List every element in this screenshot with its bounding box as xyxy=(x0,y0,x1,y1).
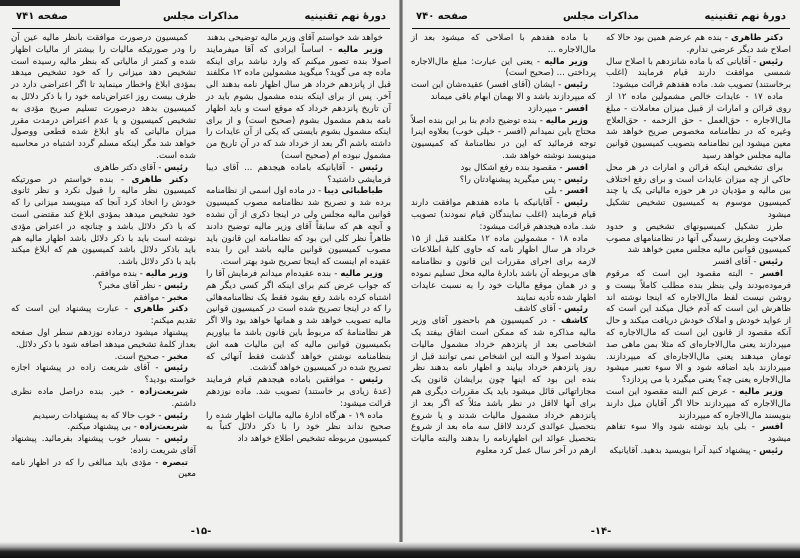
paragraph-text: - خوب حالا که به پیشنهادات رسیدیم xyxy=(32,410,162,421)
paragraph-text: - آقای کاشف xyxy=(514,304,562,315)
paragraph-text: - بسیار خوب پیشنهاد بفرمائید. پیشنهاد آقای شریعت زاده: xyxy=(11,434,196,456)
speaker-name: رئیس xyxy=(164,363,189,374)
paragraph-text: - بنده موافقم. xyxy=(92,268,143,279)
paragraph-text: با ماده هفدهم با اصلاحی که میشود بعد از مال‌الاجاره ... xyxy=(411,33,596,55)
speaker-name: افسر xyxy=(565,186,588,197)
speaker-paragraph xyxy=(206,163,391,187)
paragraph-text: - پیشنهاد کنید آنرا بنویسید بدهید. آقایانیکه xyxy=(609,445,757,456)
text-paragraph xyxy=(206,411,391,446)
speaker-name: مخبر xyxy=(167,292,188,303)
speaker-paragraph xyxy=(11,458,196,482)
text-paragraph xyxy=(11,328,196,352)
speaker-name: رئیس xyxy=(759,445,783,456)
paragraph-text: - میپردازد xyxy=(528,103,563,114)
paragraph-text: برای تشخیص اینکه قرائن و امارات در هر محل حاکی از چه میزان عایدات است و برای رفع اختلاف بین مالیه و مؤدیان در هر حوزه مالیاتی یک یا چند کمیسیون موسوم به کمیسیون تشخیص تشکیل میشود xyxy=(606,162,791,220)
speaker-paragraph xyxy=(411,163,596,175)
page-number: صفحه ۷۴۱ xyxy=(16,11,68,22)
paragraph-text: - عرض کنم البته مقصود این است مال‌الاجاره که میپردازند حالا اگر آقایان میل دارند بنویسند مال‌الاجاره که میپردازند xyxy=(606,386,791,421)
paragraph-text: ماده ۱۸ - مشمولین ماده ۱۲ مکلفند قبل از ۱۵ خرداد هر سال اظهار نامه که حاوی کلیهٔ اطلاعات لازمه برای اجرای مقررات این قانون و نظامنامه های مربوطه آن باشد بادارهٔ مالیه محل تسلیم نموده و در همان موقع مالیات خود را به نسبت عایدات اظهار شده تأدیه نمایند xyxy=(411,233,596,303)
paragraph-text: - در کمیسیون هم باحضور آقای وزیر مالیه مذاکره شد که ممکن است اتفاق بیفتد یک اشخاصی بعد از پانزدهم خرداد مشمول مالیات بشوند اصولا و البته این اشخاص نمی توانند قبل از روز پانزدهم خرداد بیایند و اظهار نامه بدهند نظر بنده این بود که اینها چون برایشان قانون یک مجازاتهائی قائل میشود باید یک مقررات دیگری هم برای آنها لااقل در نظر باشد مثلاً که اگر بعد از پانزدهم خرداد مشمول مالیات شدند و یا شروع بتحصیل عوائدی کردند لااقل سه ماه بعد از شروع بتحصیل عوائد این اظهارنامه را بدهند والبته مالیات ارهم در آخر سال عمل کرد معلوم xyxy=(411,316,596,456)
paragraph-text: پیشنهاد میشود درماده نوزدهم سطر اول صفحه بعداز کلمهٔ تشخیص میدهد اضافه شود با ذکر دلائل. xyxy=(11,327,196,350)
paragraph-text: - آقای دکتر طاهری xyxy=(93,162,162,173)
speaker-paragraph xyxy=(411,104,596,116)
speaker-paragraph xyxy=(411,198,596,233)
text-paragraph xyxy=(11,33,196,163)
paragraph-text: - مقصود بنده رفع اشکال بود xyxy=(460,162,563,173)
speaker-paragraph xyxy=(11,434,196,458)
text-paragraph xyxy=(606,92,791,163)
text-column-left xyxy=(411,33,596,458)
speaker-paragraph xyxy=(606,257,791,269)
running-title: مذاکرات مجلس xyxy=(162,11,240,22)
speaker-paragraph xyxy=(411,316,596,458)
text-paragraph xyxy=(606,163,791,222)
speaker-paragraph xyxy=(11,175,196,269)
speaker-name: رئیس xyxy=(359,375,384,386)
speaker-name: رئیس xyxy=(759,257,783,268)
speaker-name: دکتر طاهری xyxy=(730,33,783,43)
page-number: صفحه ۷۴۰ xyxy=(416,11,468,22)
text-paragraph xyxy=(411,234,596,305)
speaker-name: کاشف xyxy=(561,316,588,327)
paragraph-text: - آقای شریعت زاده در پیشنهاد اجازه خواسته بودید؟ xyxy=(11,363,196,386)
paragraph-text: - یعنی این عبارت: مبلغ مال‌الاجاره پرداختی ... (صحیح است) xyxy=(411,56,596,79)
paragraph-text: ماده ۱۹ - هرگاه ادارهٔ مالیه مالیات اظهار شده را صحیح نداند نظر خود را با ذکر دلائل کتباً به کمیسیون مربوطه تشخیص اطلاع خواهد داد xyxy=(206,410,391,445)
speaker-paragraph xyxy=(411,57,596,81)
paragraph-text: - البته مقصود این است که مرقوم فرموده‌بودند ولی بنظر بنده مطلب کاملاً بیست و روشن نیست لفظ مال‌الاجاره که اینجا نوشته اند ظاهرش این است که آدم خیال میکند این است که از عواید خودش و املاک خودش دریافت میکند و حال آنکه مقصود از قانون این است که مال‌الاجاره که میپردازند یعنی مال‌الاجاره‌ای که مثلا بمن ماهی صد تومان میدهند یعنی مال‌الاجاره‌ای که میپردازند. میپردازند باید اضافه شود و الا سوء تعبیر میشود مال‌الاجاره یعنی چه؟ یعنی میگیرد یا می پردازد؟ xyxy=(606,268,791,386)
speaker-name: رئیس xyxy=(164,434,188,445)
speaker-paragraph xyxy=(606,269,791,387)
speaker-name: دکتر طاهری xyxy=(131,174,188,185)
speaker-paragraph xyxy=(11,304,196,328)
speaker-name: افسر xyxy=(565,162,588,173)
paragraph-text: - بی پیشنهاد میکنم. xyxy=(67,422,137,433)
speaker-paragraph xyxy=(11,411,196,423)
paragraph-text: - خیر. بنده دراصل ماده نظری داشتم. xyxy=(11,386,196,409)
paragraph-text: - بنده هم عرضم همین بود حالا که اصلاح شد دیگر عرضی ندارم. xyxy=(606,33,791,55)
speaker-paragraph xyxy=(11,363,196,387)
speaker-paragraph xyxy=(606,387,791,422)
speaker-name: رئیس xyxy=(564,198,588,209)
paragraph-text: - آقایانیکه با ماده هفدهم موافقت دارند قیام فرمایند (اغلب نمایندگان قیام نمودند) تصویب شد. ماده هیجدهم قرائت میشود: xyxy=(411,198,596,232)
paragraph-text: - مؤدی باید مبالغی را که در اظهار نامه معین xyxy=(11,457,196,480)
paragraph-text: - بنده عقیده‌ام میدانم فرمایش آقا را که جواب عرض کنم برای اینکه اگر کسی دیگر هم اشتباه کرده باشد رفع بشود فقط یک نظامنامه‌هائی را که در اینجا تصریح شده است در کمیسیون قوانین مالیه تصویب خواهد شد و همانها خواهد بود والا اگر هر نظامنامهٔ که مربوط باین قانون باشد ما بیاوریم بکمیسیون قوانین مالیه که این مالیات همه اش بنظامنامه نوشتن خواهد گذشت فقط آنهائی که تصریح شده در کمیسیون خواهد گذشت. xyxy=(206,268,391,374)
speaker-paragraph xyxy=(606,33,791,57)
speaker-name: شریعت‌زاده xyxy=(139,386,188,397)
paragraph-text: - بلی xyxy=(544,186,563,197)
paragraph-text: - آقایانی که با ماده شانزدهم با اصلاح سال شمسی موافقت دارند قیام فرمایند (اغلب برخاستند) تصویب شد. ماده هفدهم قرائت میشود: xyxy=(606,56,791,91)
speaker-name: رئیس xyxy=(164,162,188,173)
paragraph-text: ماده ۱۷ - عایدات خالص مشمولین ماده ۱۲ از روی قرائن و امارات از قبیل میزان معاملات - مبلغ مال‌الاجاره - حق‌العمل - حق الزحمه - حق‌العلاج وغیره که در نظامنامه مخصوص صریح خواهد شد معین میشود این نظامنامه بتصویب کمیسیون قوانین مالیه مجلس خواهد رسید xyxy=(606,91,791,161)
paragraph-text: - در ماده اول اسمی از نظامنامه برده شد و تصریح شد نظامنامه مصوب کمیسیون قوانین مالیه مجلس ولی در اینجا ذکری از آن نشده و آنچه هم که سابقاً آقای وزیر مالیه توضیح دادند ظاهراً نظر کلی این بود که نظامنامه این قانون باید مصوب کمیسیون قوانین مالیه باشد این را بنده عقیده ام اینست که اینجا تصریح شود بهتر است. xyxy=(206,186,391,268)
paragraph-text: - ایشان (آقای افسر) عقیده‌شان این است که میپردازند باشد و الا بهمان ابهام باقی میماند xyxy=(411,80,596,102)
speaker-paragraph xyxy=(11,269,196,281)
speaker-paragraph xyxy=(11,422,196,434)
scan-edge-shadow xyxy=(0,542,800,558)
book-spine xyxy=(399,0,403,542)
paragraph-text: طرز تشکیل کمیسیونهای تشخیص و حدود صلاحیت وطریق رسیدگی آنها در نظامنامهای مصوب کمیسیون قوانین مالیه مجلس معین خواهد شد xyxy=(606,221,791,256)
speaker-paragraph xyxy=(411,116,596,163)
paragraph-text: - اساساً ایرادی که آقا میفرمایند اصولا بنده تصور میکنم که وارد نباشد برای اینکه ماده چه می گوید؟ میگوید مشمولین ماده ۱۲ مکلفند قبل از پانزدهم خرداد هر سال اظهار نامه بدهند الی آخر. پس از برای اینکه بنده مشمول بشوم باید در آن تاریخ پانزدهم خرداد که موقع است و باید اظهار نامه بدهم مشمول بشوم (صحیح است) و از برای اینکه مشمول بشوم بایستی که یکی از آن عایدات را داشته باشم اگر بعد از خرداد شد که در آن تاریخ من مشمول نبوده ام (صحیح است) xyxy=(206,44,391,161)
speaker-name: وزیر مالیه xyxy=(739,386,783,397)
speaker-name: وزیر مالیه xyxy=(145,268,188,279)
speaker-name: مخبر xyxy=(167,351,188,362)
speaker-name: تبصره xyxy=(162,457,188,468)
speaker-paragraph xyxy=(606,422,791,446)
speaker-paragraph xyxy=(606,57,791,92)
speaker-paragraph xyxy=(206,45,391,163)
speaker-name: افسر xyxy=(760,268,783,279)
speaker-name: رئیس xyxy=(564,80,588,91)
paragraph-text: - عبارت پیشنهاد این است که تقدیم میکنم: xyxy=(11,304,196,327)
speaker-name: رئیس xyxy=(759,56,784,67)
speaker-name: رئیس xyxy=(164,410,188,421)
speaker-name: رئیس xyxy=(164,280,188,291)
text-column-right xyxy=(606,33,791,458)
paragraph-text: - بنده خواستم در صورتیکه کمیسیون نظر مالیه را قبول نکرد و نظر ثانوی خودش را اتخاذ کرد آنجا که مینویسد میزانی را که خود تشخیص میدهد بمؤدی ابلاغ کند مقتضی است که با ذکر دلائل باشد و چنانچه در اعتراض مؤدی نوشته است باید با ذکر دلائل باشد اظهار مالیه هم باید باذکر دلائل باشد کمیسیون هم که ابلاغ میکند باید با ذکر دلائل باشد. xyxy=(11,174,196,268)
text-column-left xyxy=(11,33,196,481)
speaker-name: وزیر مالیه xyxy=(545,115,588,126)
running-title: مذاکرات مجلس xyxy=(562,11,640,22)
page-footer-number: -۱۴- xyxy=(590,526,612,537)
speaker-name: طباطبائی دیبا xyxy=(324,186,383,197)
paragraph-text: - آقای افسر xyxy=(713,257,757,268)
speaker-paragraph xyxy=(11,352,196,364)
page-740 xyxy=(406,0,796,542)
speaker-paragraph xyxy=(206,186,391,269)
speaker-paragraph xyxy=(411,304,596,316)
paragraph-text: - پس میگیرید پیشنهادتان را؟ xyxy=(459,174,562,185)
page-header xyxy=(412,6,790,29)
page-footer-number: -۱۵- xyxy=(190,526,212,537)
speaker-paragraph xyxy=(206,375,391,410)
speaker-paragraph xyxy=(411,186,596,198)
paragraph-text: خواهد شد خواستم آقای وزیر مالیه توضیحی بدهند xyxy=(207,33,383,43)
paragraph-text: - نظر آقای مخبر؟ xyxy=(98,280,162,291)
paragraph-text: - موافقین باماده هیجدهم قیام فرمایند (عدهٔ زیادی بر خاستند) تصویب شد. ماده نوزدهم قرائت میشود: xyxy=(206,375,391,409)
speaker-name: افسر xyxy=(565,103,588,114)
paragraph-text: - موافقم xyxy=(133,292,165,303)
speaker-name: وزیر مالیه xyxy=(337,44,383,55)
speaker-paragraph xyxy=(11,281,196,293)
text-column-right xyxy=(206,33,391,446)
speaker-paragraph xyxy=(11,293,196,305)
speaker-name: رئیس xyxy=(564,304,588,315)
speaker-paragraph xyxy=(206,269,391,375)
volume-label: دورهٔ نهم تقنینیه xyxy=(304,11,386,22)
page-741 xyxy=(6,0,396,542)
speaker-paragraph xyxy=(411,175,596,187)
speaker-name: وزیر مالیه xyxy=(340,268,384,279)
text-paragraph xyxy=(206,33,391,45)
text-paragraph xyxy=(606,222,791,257)
speaker-name: شریعت‌زاده xyxy=(139,422,188,433)
speaker-name: افسر xyxy=(760,422,783,433)
volume-label: دورهٔ نهم تقنینیه xyxy=(704,11,786,22)
paragraph-text: کمیسیون درصورت موافقت بانظر مالیه عین آن را ودر صورتیکه مالیات را بیشتر از مالیات اظهار شده و کمتر از مالیاتی که بنظر مالیه رسیده است تشخیص دهد میزانی را که خود تشخیص میدهد بمؤدی ابلاغ واخطار مینماید تا اگر اعتراضی دارد در ظرف بیست روز اعتراض‌نامه خود را با ذکر دلائل به کمیسیون بدهد درصورت تسلیم صریح مؤدی به تشخیص کمیسیون و یا عدم اعتراض درمدت مقرر میزان مالیاتی که باو ابلاغ شده قطعی ووصول خواهد شد مگر اینکه مسلم گردد اشتباه در محاسبه شده است. xyxy=(11,33,196,161)
speaker-paragraph xyxy=(11,163,196,175)
paragraph-text: - بنده توضیح دادم بنا بر این بنده اصلاً محتاج باین نمیدانم (افسر - خیلی خوب) بعلاوه اینرا توجه فرمائید که این در نظامنامهٔ که کمیسیون مینویسد نوشته خواهد شد. xyxy=(411,115,596,161)
speaker-name: رئیس xyxy=(564,174,588,185)
paragraph-text: - بلی باید نوشته شود والا سوء تفاهم میشود xyxy=(606,422,791,445)
speaker-name: وزیر مالیه xyxy=(544,56,588,67)
speaker-paragraph xyxy=(11,387,196,411)
speaker-paragraph xyxy=(411,80,596,104)
text-paragraph xyxy=(411,33,596,57)
speaker-paragraph xyxy=(606,446,791,458)
speaker-name: رئیس xyxy=(359,162,383,173)
speaker-name: دکتر طاهری xyxy=(133,304,188,315)
paragraph-text: - آقایانیکه باماده هیجدهم ... آقای دیبا فرمایشی داشتید؟ xyxy=(206,162,391,185)
paragraph-text: - صحیح است. xyxy=(114,351,165,362)
page-header xyxy=(12,6,390,29)
